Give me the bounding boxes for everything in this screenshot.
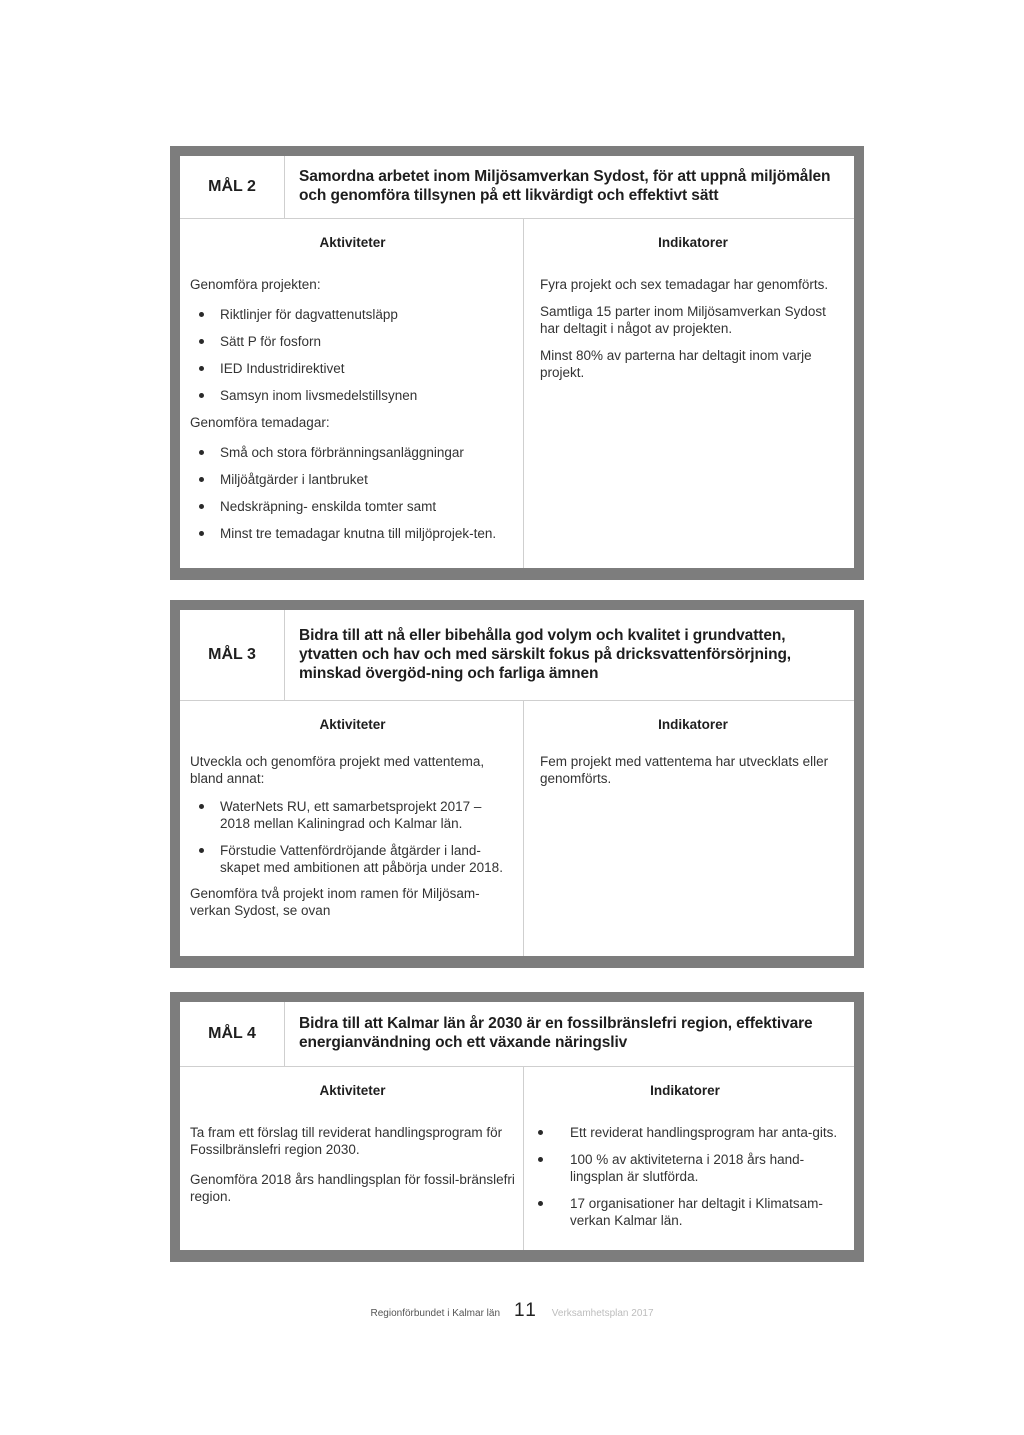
list-item: Minst tre temadagar knutna till miljöprojek-ten.	[190, 525, 515, 542]
list-item: Sätt P för fosforn	[190, 333, 515, 350]
goal-label: MÅL 3	[180, 610, 285, 700]
bullet-icon	[199, 804, 204, 809]
bullet-icon	[199, 531, 204, 536]
bullet-icon	[199, 312, 204, 317]
activities-intro: Genomföra projekten:	[190, 277, 321, 292]
activities-outro: Genomföra två projekt inom ramen för Miljösam-verkan Sydost, se ovan	[190, 886, 480, 918]
indicators-header: Indikatorer	[650, 1083, 720, 1098]
list-item: WaterNets RU, ett samarbetsprojekt 2017 – 2018 mellan Kaliningrad och Kalmar län.	[190, 798, 515, 832]
bullet-icon	[538, 1130, 543, 1135]
indicator-text: Fyra projekt och sex temadagar har genomförts.	[540, 277, 829, 292]
goal-label: MÅL 4	[180, 1002, 285, 1066]
goal-title: Bidra till att nå eller bibehålla god volym och kvalitet i grundvatten, ytvatten och hav och med särskilt fokus på dricksvattenförsörjning, minskad övergöd-ning och farliga ämnen	[299, 626, 792, 682]
indicators-column	[524, 700, 854, 956]
list-item: Nedskräpning- enskilda tomter samt	[190, 498, 515, 515]
indicator-text: Samtliga 15 parter inom Miljösamverkan Sydost har deltagit i något av projekten.	[540, 304, 826, 336]
bullet-icon	[538, 1201, 543, 1206]
activities-intro-2: Genomföra temadagar:	[190, 415, 330, 430]
list-item: Ett reviderat handlingsprogram har anta-gits.	[524, 1124, 846, 1141]
indicator-list	[524, 1124, 846, 1229]
page-number: 11	[514, 1300, 538, 1321]
bullet-icon	[538, 1157, 543, 1162]
theme-day-list	[190, 444, 515, 542]
indicators-header: Indikatorer	[658, 717, 728, 732]
indicator-text: Fem projekt med vattentema har utvecklats eller genomförts.	[540, 754, 829, 786]
activities-column	[180, 218, 524, 568]
goal-header	[180, 1002, 854, 1067]
indicators-column	[524, 218, 854, 568]
footer-organization: Regionförbundet i Kalmar län	[370, 1308, 501, 1319]
activity-text: Ta fram ett förslag till reviderat handlingsprogram för Fossilbränslefri region 2030.	[190, 1125, 503, 1157]
bullet-icon	[199, 366, 204, 371]
goal-header	[180, 610, 854, 701]
list-item: Miljöåtgärder i lantbruket	[190, 471, 515, 488]
list-item: Samsyn inom livsmedelstillsynen	[190, 387, 515, 404]
goal-title: Samordna arbetet inom Miljösamverkan Sydost, för att uppnå miljömålen och genomföra tillsynen på ett likvärdigt och effektivt sätt	[299, 168, 831, 204]
list-item: 17 organisationer har deltagit i Klimatsam-verkan Kalmar län.	[524, 1195, 846, 1229]
goal-box-4	[170, 992, 864, 1262]
list-item: Förstudie Vattenfördröjande åtgärder i land-skapet med ambitionen att påbörja under 2018.	[190, 842, 515, 876]
activity-text: Genomföra 2018 års handlingsplan för fossil-bränslefri region.	[190, 1172, 515, 1204]
bullet-icon	[199, 504, 204, 509]
footer-document-title: Verksamhetsplan 2017	[551, 1308, 654, 1319]
activities-header: Aktiviteter	[319, 235, 386, 250]
activities-header: Aktiviteter	[319, 1083, 386, 1098]
activities-column	[180, 1066, 524, 1250]
list-item: 100 % av aktiviteterna i 2018 års hand-lingsplan är slutförda.	[524, 1151, 846, 1185]
goal-header	[180, 156, 854, 219]
bullet-icon	[199, 848, 204, 853]
indicator-text: Minst 80% av parterna har deltagit inom varje projekt.	[540, 348, 812, 380]
list-item: Riktlinjer för dagvattenutsläpp	[190, 306, 515, 323]
bullet-icon	[199, 477, 204, 482]
bullet-icon	[199, 393, 204, 398]
goal-box-3	[170, 600, 864, 968]
bullet-icon	[199, 450, 204, 455]
activities-intro: Utveckla och genomföra projekt med vattentema, bland annat:	[190, 754, 485, 786]
bullet-icon	[199, 339, 204, 344]
activities-column	[180, 700, 524, 956]
project-list	[190, 798, 515, 876]
indicators-column	[524, 1066, 854, 1250]
indicators-header: Indikatorer	[658, 235, 728, 250]
project-list	[190, 306, 515, 404]
activities-header: Aktiviteter	[319, 717, 386, 732]
page-footer	[0, 1300, 1024, 1322]
list-item: Små och stora förbränningsanläggningar	[190, 444, 515, 461]
goal-label: MÅL 2	[180, 156, 285, 218]
goal-box-2	[170, 146, 864, 580]
goal-title: Bidra till att Kalmar län år 2030 är en fossilbränslefri region, effektivare energianvändning och ett växande näringsliv	[299, 1015, 813, 1051]
list-item: IED Industridirektivet	[190, 360, 515, 377]
